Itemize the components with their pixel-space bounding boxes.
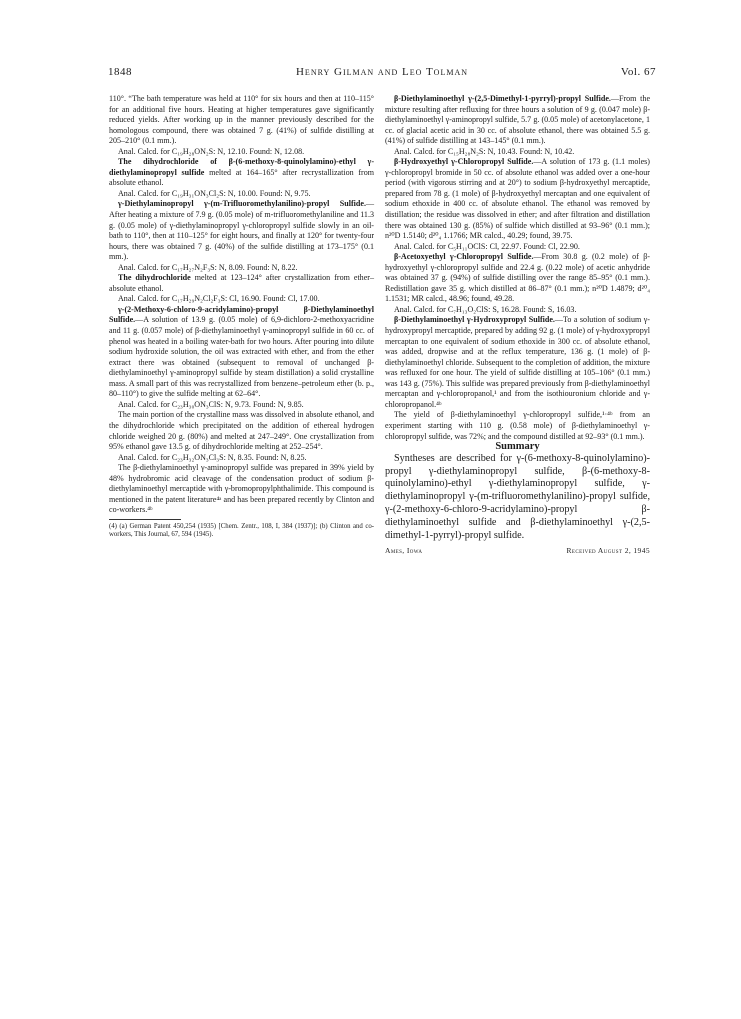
paragraph bbox=[109, 147, 374, 158]
paragraph bbox=[385, 147, 650, 158]
paragraph bbox=[109, 157, 374, 189]
right-column bbox=[385, 94, 650, 556]
left-column bbox=[109, 94, 374, 540]
paragraph-text: Anal. Calcd. for C₁₇H₂₇N₂F₃S: N, 8.09. Found: N, 8.22. bbox=[118, 262, 298, 272]
paragraph-heading: The dihydrochloride bbox=[118, 273, 191, 283]
paragraph-text: Anal. Calcd. for C₅H₁₁OClS: Cl, 22.97. Found: Cl, 22.90. bbox=[394, 241, 580, 251]
paragraph bbox=[385, 242, 650, 253]
paragraph bbox=[385, 410, 650, 442]
paragraph-heading: The dihydrochloride of β-(6-methoxy-8-quinolylamino)-ethyl γ-diethylaminopropyl sulfide bbox=[109, 157, 374, 177]
paragraph-text: —From 30.8 g. (0.2 mole) of β-hydroxyethyl γ-chloropropyl sulfide and 22.4 g. (0.22 mole) of acetic anhydride was obtained 37 g. (94%) of sulfide distilling over the range 85–95° (0.1 mm.). Redistillation gave 35 g. which distilled at 86–87° (0.1 mm.); n²⁰D 1.4879; d²⁰₄ 1.1531; MR calcd., 48.96; found, 49.28. bbox=[385, 252, 650, 304]
paragraph-text: Anal. Calcd. for C₂₃H₃₂ON₃Cl₃S: N, 8.35. Found: N, 8.25. bbox=[118, 452, 307, 462]
paragraph-heading: β-Diethylaminoethyl γ-(2,5-Dimethyl-1-pyrryl)-propyl Sulfide. bbox=[394, 94, 611, 103]
paragraph bbox=[109, 305, 374, 400]
paragraph-text: —After heating a mixture of 7.9 g. (0.05 mole) of m-trifluoromethylaniline and 11.3 g. (0.05 mole) of γ-diethylaminopropyl γ-chloropropyl sulfide slowly in an oil-bath to 110°, then at 110–125° for eight hours, and finally at 120° for twenty-four hours, there was obtained 7 g. (40%) of the sulfide distilling at 173–175° (0.1 mm.). bbox=[109, 199, 374, 262]
footnote-rule bbox=[109, 519, 181, 520]
paragraph-heading: β-Diethylaminoethyl γ-Hydroxypropyl Sulfide. bbox=[394, 315, 555, 325]
paragraph bbox=[385, 305, 650, 316]
paragraph bbox=[109, 294, 374, 305]
paragraph bbox=[109, 463, 374, 516]
paragraph-heading: γ-Diethylaminopropyl γ-(m-Trifluoromethylanilino)-propyl Sulfide. bbox=[118, 199, 366, 209]
received-date: Received August 2, 1945 bbox=[566, 545, 650, 555]
paragraph-text: melted at 164–165° after recrystallization from absolute ethanol. bbox=[109, 167, 375, 188]
paragraph bbox=[109, 263, 374, 274]
paragraph bbox=[109, 189, 374, 200]
paragraph-text: —A solution of 173 g. (1.1 moles) γ-chloropropyl bromide in 50 cc. of absolute ethanol was added over a one-hour period (with vigorous stirring and at 20°) to sodium β-hydroxyethyl mercaptide, prepared from 78 g. (1 mole) of β-hydroxyethyl mercaptan and one equivalent of sodium ethoxide in 400 cc. of absolute ethanol. The ethanol was removed by distillation; the residue was dissolved in ether; and after filtration and distillation there was obtained 130 g. (85%) of sulfide which distilled at 93–96° (0.1 mm.); n²⁰D 1.5140; d²⁰₄ 1.1766; MR calcd., 40.29; found, 39.75. bbox=[385, 157, 650, 241]
paragraph-text: Anal. Calcd. for C₂₃H₃₀ON₃ClS: N, 9.73. Found: N, 9.85. bbox=[118, 399, 304, 409]
paragraph bbox=[109, 273, 374, 294]
paragraph bbox=[109, 94, 374, 147]
paragraph bbox=[109, 453, 374, 464]
paragraph-text: 110°. “The bath temperature was held at 110° for six hours and then at 110–115° for an additional five hours. Heating at higher temperatures gave significantly reduced yields. After working up in the manner previously described for the homologous compound, there was obtained 7 g. (41%) of sulfide distilling at 205–210° (0.1 mm.). bbox=[109, 94, 374, 146]
right-paragraphs bbox=[385, 94, 650, 442]
running-title: Henry Gilman and Leo Tolman bbox=[295, 66, 468, 78]
footnote: (4) (a) German Patent 450,254 (1935) [Chem. Zentr., 108, I, 384 (1937)]; (b) Clinton and co-workers, This Journal, 67, 594 (1945). bbox=[109, 522, 374, 539]
paragraph-text: melted at 123–124° after crystallization from ether–absolute ethanol. bbox=[109, 273, 374, 293]
paragraph bbox=[109, 400, 374, 411]
paragraph bbox=[385, 315, 650, 410]
paragraph-heading: γ-(2-Methoxy-6-chloro-9-acridylamino)-propyl β-Diethylaminoethyl Sulfide. bbox=[109, 304, 374, 325]
paragraph-text: The yield of β-diethylaminoethyl γ-chloropropyl sulfide,¹·⁴ᵇ from an experiment starting with 110 g. (0.58 mole) of β-diethylaminoethyl γ-chloropropyl sulfide, was 72%; and the compound distilled at 92–93° (0.1 mm.). bbox=[385, 410, 650, 441]
signature-line bbox=[385, 546, 650, 557]
paragraph bbox=[385, 157, 650, 241]
paragraph-text: —From the mixture resulting after refluxing for three hours a solution of 9 g. (0.047 mole) β-diethylaminoethyl γ-aminopropyl sulfide, 5.7 g. (0.05 mole) of acetonylacetone, 1 cc. of glacial acetic acid in 30 cc. of absolute ethanol, there was obtained 5.5 g. (41%) of sulfide distilling at 143–145° (0.1 mm.). bbox=[385, 94, 651, 146]
paragraph-heading: β-Acetoxyethyl γ-Chloropropyl Sulfide. bbox=[394, 252, 534, 262]
paragraph-text: —A solution of 13.9 g. (0.05 mole) of 6,9-dichloro-2-methoxyacridine and 11 g. (0.057 mole) of β-diethylaminoethyl γ-aminopropyl sulfide in 60 cc. of phenol was heated in a boiling water-bath for two hours. After pouring into dilute sodium hydroxide solution, the oil was extracted with ether, and from the ether extract there was obtained (subsequent to removal of unchanged β-diethylaminoethyl γ-aminopropyl sulfide by steam distillation) a solid crystalline mass. A small part of this was recrystallized from benzene–petroleum ether (b. p., 80–110°) to give the sulfide melting at 62–64°. bbox=[109, 315, 374, 399]
paragraph-text: The main portion of the crystalline mass was dissolved in absolute ethanol, and the dihydrochloride which precipitated on the addition of ethereal hydrogen chloride weighed 20 g. (80%) and melted at 247–249°. One crystallization from 95% ethanol gave 13.5 g. of dihydrochloride melting at 252–254°. bbox=[109, 410, 374, 452]
page-number: 1848 bbox=[108, 66, 132, 78]
summary-text: Syntheses are described for γ-(6-methoxy-8-quinolylamino)-propyl γ-diethylaminopropyl sulfide, β-(6-methoxy-8-quinolylamino)-ethyl γ-diethylaminopropyl sulfide, γ-diethylaminopropyl γ-(m-trifluoromethylanilino)-propyl sulfide, γ-(2-methoxy-6-chloro-9-acridylamino)-propyl β-diethylaminoethyl sulfide and β-diethylaminoethyl γ-(2,5-dimethyl-1-pyrryl)-propyl sulfide. bbox=[385, 452, 650, 542]
volume-label: Vol. 67 bbox=[620, 66, 656, 78]
paragraph-text: Anal. Calcd. for C₁₉H₂₈ON₂S: N, 12.10. Found: N, 12.08. bbox=[118, 146, 305, 156]
paragraph bbox=[109, 199, 374, 262]
paragraph-heading: β-Hydroxyethyl γ-Chloropropyl Sulfide. bbox=[394, 157, 534, 167]
paragraph-text: —To a solution of sodium γ-hydroxypropyl mercaptide, prepared by adding 92 g. (1 mole) of γ-hydroxypropyl mercaptan to one equivalent of sodium ethoxide in 300 cc. of absolute ethanol, was added, dropwise and at the reflux temperature, 136 g. (1 mole) of β-diethylaminoethyl chloride. Subsequent to the completion of addition, the mixture was refluxed for one hour. The yield of sulfide distilling at 105–106° (0.1 mm.) was 143 g. (75%). This sulfide was prepared previously from β-diethylaminoethyl mercaptan and γ-chloropropanol,¹ and from the isothiouronium chloride and γ-chloropropanol.⁴ᵇ bbox=[385, 315, 650, 409]
paragraph-text: The β-diethylaminoethyl γ-aminopropyl sulfide was prepared in 39% yield by 48% hydrobromic acid cleavage of the condensation product of sodium β-diethylaminoethyl mercaptide with γ-bromopropylphthalimide. This compound is mentioned in the patent literature⁴ᵃ and has been prepared recently by Clinton and co-workers.⁴ᵇ bbox=[109, 463, 374, 515]
paragraph bbox=[109, 410, 374, 452]
paragraph bbox=[385, 94, 650, 147]
paragraph bbox=[385, 252, 650, 305]
summary-heading: Summary bbox=[495, 441, 540, 453]
paragraph-text: Anal. Calcd. for C₁₇H₂₉N₂Cl₂F₃S: Cl, 16.90. Found: Cl, 17.00. bbox=[118, 294, 320, 304]
paragraph-text: Anal. Calcd. for C₁₉H₃₁ON₃Cl₂S: N, 10.00. Found: N, 9.75. bbox=[118, 188, 311, 198]
paragraph-text: Anal. Calcd. for C₇H₁₃O₂ClS: S, 16.28. Found: S, 16.03. bbox=[394, 304, 577, 314]
author-location: Ames, Iowa bbox=[385, 545, 423, 555]
paragraph-text: Anal. Calcd. for C₁₅H₂₈N₂S: N, 10.43. Found: N, 10.42. bbox=[394, 146, 575, 156]
left-paragraphs bbox=[109, 94, 374, 516]
